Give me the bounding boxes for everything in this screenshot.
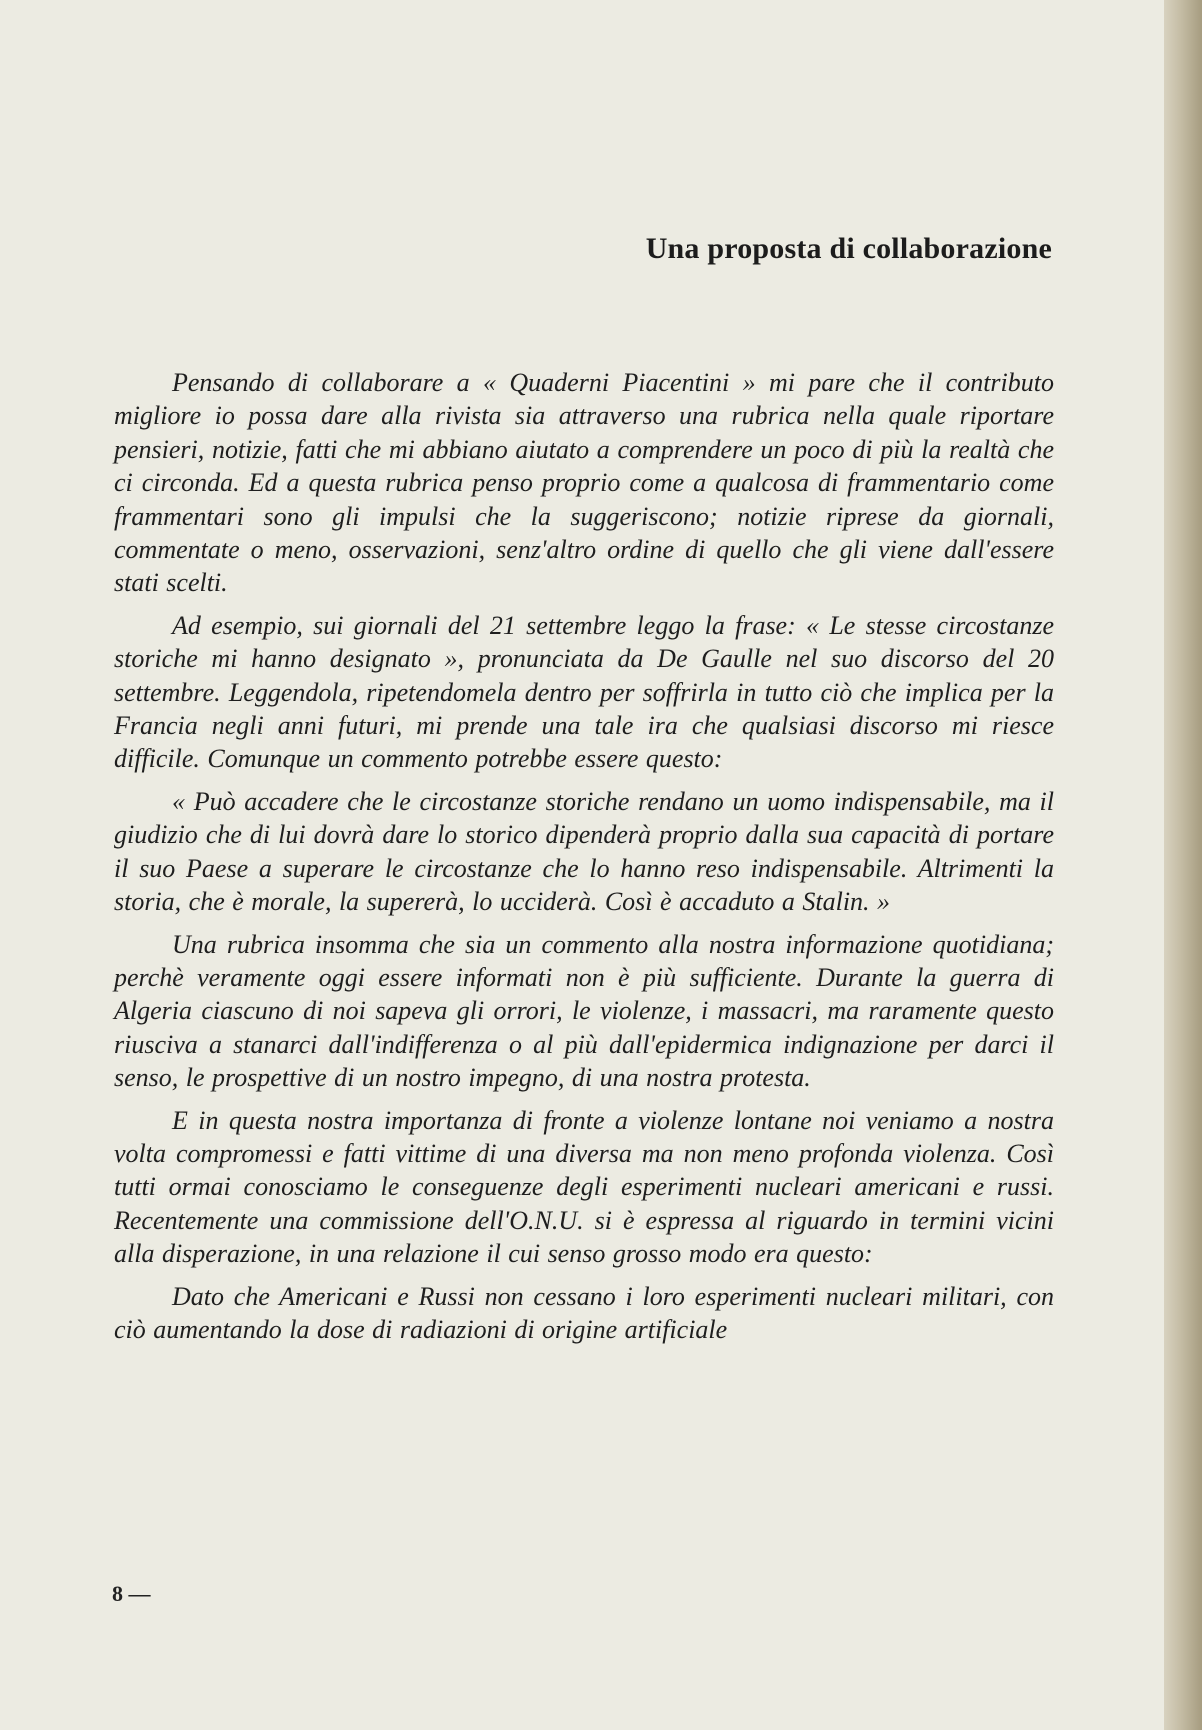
paragraph-2: Ad esempio, sui giornali del 21 settembre leggo la frase: « Le stesse circostanze storiche mi hanno designato », pronunciata da De Gaulle nel suo discorso del 20 settembre. Leggendola, ripetendomela dentro per soffrirla in tutto ciò che implica per la Francia negli anni futuri, mi prende una tale ira che qualsiasi discorso mi riesce difficile. Comunque un commento potrebbe essere questo:	[114, 610, 1054, 774]
page-title: Una proposta di collaborazione	[645, 232, 1052, 265]
paragraph-3-quote: « Può accadere che le circostanze storiche rendano un uomo indispensabile, ma il giudizio che di lui dovrà dare lo storico dipenderà proprio dalla sua capacità di portare il suo Paese a superare le circostanze che lo hanno reso indispensabile. Altrimenti la storia, che è morale, la supererà, lo ucciderà. Così è accaduto a Stalin. »	[114, 786, 1054, 917]
page-number: 8 —	[112, 1581, 151, 1606]
paragraph-4: Una rubrica insomma che sia un commento alla nostra informazione quotidiana; perchè veramente oggi essere informati non è più sufficiente. Durante la guerra di Algeria ciascuno di noi sapeva gli orrori, le violenze, i massacri, ma raramente questo riusciva a stanarci dall'indifferenza o al più dall'epidermica indignazione per darci il senso, le prospettive di un nostro impegno, di una nostra protesta.	[114, 929, 1054, 1093]
paragraph-6: Dato che Americani e Russi non cessano i loro esperimenti nucleari militari, con ciò aumentando la dose di radiazioni di origine artificiale	[114, 1281, 1054, 1344]
article-body	[114, 366, 1054, 1355]
paragraph-5: E in questa nostra importanza di fronte a violenze lontane noi veniamo a nostra volta compromessi e fatti vittime di una diversa ma non meno profonda violenza. Così tutti ormai conosciamo le conseguenze degli esperimenti nucleari americani e russi. Recentemente una commissione dell'O.N.U. si è espressa al riguardo in termini vicini alla disperazione, in una relazione il cui senso grosso modo era questo:	[114, 1105, 1054, 1269]
book-spine-shadow	[1164, 0, 1202, 1730]
paragraph-1: Pensando di collaborare a « Quaderni Piacentini » mi pare che il contributo migliore io possa dare alla rivista sia attraverso una rubrica nella quale riportare pensieri, notizie, fatti che mi abbiano aiutato a comprendere un poco di più la realtà che ci circonda. Ed a questa rubrica penso proprio come a qualcosa di frammentario come frammentari sono gli impulsi che la suggeriscono; notizie riprese da giornali, commentate o meno, osservazioni, senz'altro ordine di quello che gli viene dall'essere stati scelti.	[114, 368, 1054, 598]
